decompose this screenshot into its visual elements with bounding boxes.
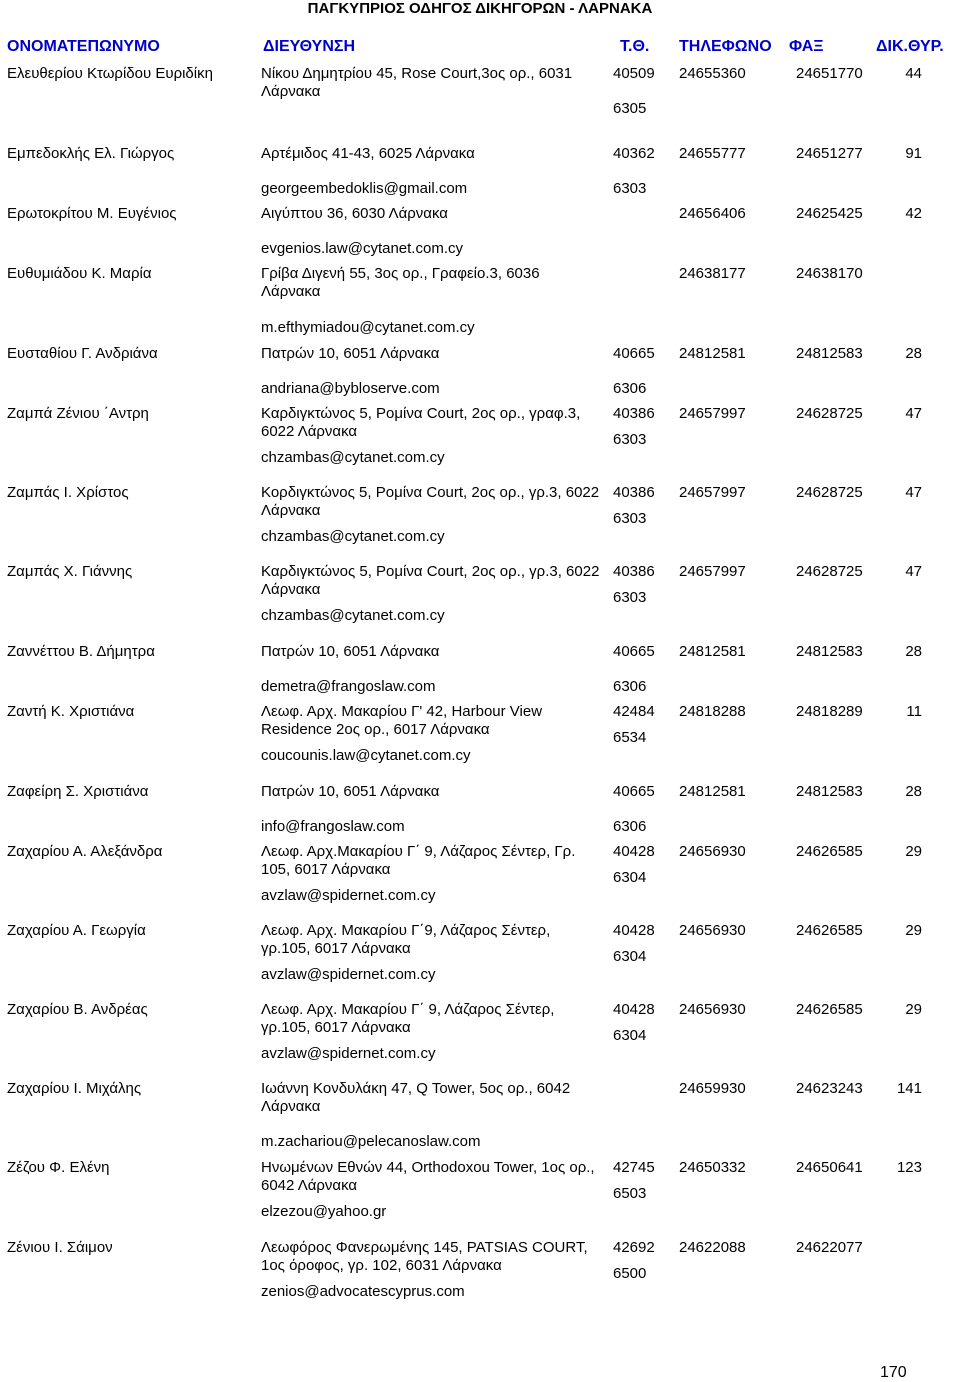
phone: 24657997 — [679, 484, 746, 501]
address: Λεωφ. Αρχ. Μακαρίου Γ΄ 9, Λάζαρος Σέντερ, γρ.105, 6017 Λάρνακα — [261, 1001, 555, 1036]
page-title: ΠΑΓΚΥΠΡΙΟΣ ΟΔΗΓΟΣ ΔΙΚΗΓΟΡΩΝ - ΛΑΡΝΑΚΑ — [307, 0, 653, 17]
phone: 24657997 — [679, 563, 746, 580]
list-item — [0, 919, 960, 998]
address: Νίκου Δημητρίου 45, Rose Court,3ος ορ., 6031 Λάρνακα — [261, 65, 573, 100]
phone: 24659930 — [679, 1080, 746, 1097]
po-box: 40428 — [613, 922, 655, 939]
page-number: 170 — [880, 1364, 907, 1381]
address: Λεωφ. Αρχ.Μακαρίου Γ΄ 9, Λάζαρος Σέντερ, Γρ. 105, 6017 Λάρνακα — [261, 843, 576, 878]
phone: 24812581 — [679, 783, 746, 800]
email[interactable]: elzezou@yahoo.gr — [261, 1203, 387, 1220]
court-box: 44 — [905, 65, 922, 82]
lawyer-name: Ευθυμιάδου Κ. Μαρία — [7, 265, 152, 282]
lawyer-name: Ζαντή Κ. Χριστιάνα — [7, 703, 135, 720]
lawyer-name: Ζαφείρη Σ. Χριστιάνα — [7, 783, 149, 800]
email[interactable]: m.efthymiadou@cytanet.com.cy — [261, 319, 475, 336]
directory-list — [0, 62, 960, 1316]
address: Λεωφόρος Φανερωμένης 145, PATSIAS COURT, 1ος όροφος, γρ. 102, 6031 Λάρνακα — [261, 1239, 588, 1274]
lawyer-name: Ευσταθίου Γ. Ανδριάνα — [7, 345, 158, 362]
address: Ηνωμένων Εθνών 44, Orthodoxou Tower, 1ος ορ., 6042 Λάρνακα — [261, 1159, 595, 1194]
court-box: 29 — [905, 922, 922, 939]
court-box: 47 — [905, 563, 922, 580]
lawyer-name: Εμπεδοκλής Ελ. Γιώργος — [7, 145, 175, 162]
address: Γρίβα Διγενή 55, 3ος ορ., Γραφείο.3, 6036 Λάρνακα — [261, 265, 540, 300]
header-fax: ΦΑΞ — [789, 38, 824, 55]
email[interactable]: chzambas@cytanet.com.cy — [261, 449, 445, 466]
email[interactable]: andriana@bybloserve.com — [261, 380, 440, 397]
fax: 24812583 — [796, 783, 863, 800]
list-item — [0, 402, 960, 481]
fax: 24626585 — [796, 1001, 863, 1018]
po-box: 42484 — [613, 703, 655, 720]
po-box: 40665 — [613, 345, 655, 362]
email[interactable]: coucounis.law@cytanet.com.cy — [261, 747, 471, 764]
lawyer-name: Ζαχαρίου Ι. Μιχάλης — [7, 1080, 142, 1097]
phone: 24622088 — [679, 1239, 746, 1256]
phone: 24638177 — [679, 265, 746, 282]
court-box: 91 — [905, 145, 922, 162]
po-code: 6306 — [613, 380, 647, 397]
phone: 24656930 — [679, 843, 746, 860]
list-item — [0, 780, 960, 840]
address: Πατρών 10, 6051 Λάρνακα — [261, 783, 440, 800]
lawyer-name: Ερωτοκρίτου Μ. Ευγένιος — [7, 205, 177, 222]
po-box: 40386 — [613, 484, 655, 501]
court-box: 141 — [896, 1080, 922, 1097]
po-box: 42745 — [613, 1159, 655, 1176]
email[interactable]: evgenios.law@cytanet.com.cy — [261, 240, 463, 257]
address: Καρδιγκτώνος 5, Ρομίνα Court, 2ος ορ., γραφ.3, 6022 Λάρνακα — [261, 405, 581, 440]
po-box: 40362 — [613, 145, 655, 162]
phone: 24818288 — [679, 703, 746, 720]
list-item — [0, 560, 960, 640]
court-box: 28 — [905, 783, 922, 800]
fax: 24651770 — [796, 65, 863, 82]
address: Κορδιγκτώνος 5, Ρομίνα Court, 2ος ορ., γρ.3, 6022 Λάρνακα — [261, 484, 600, 519]
phone: 24657997 — [679, 405, 746, 422]
list-item — [0, 700, 960, 780]
po-box: 40428 — [613, 1001, 655, 1018]
email[interactable]: info@frangoslaw.com — [261, 818, 405, 835]
list-item — [0, 262, 960, 342]
list-item — [0, 1236, 960, 1316]
lawyer-name: Ζαχαρίου Α. Γεωργία — [7, 922, 146, 939]
po-box: 42692 — [613, 1239, 655, 1256]
phone: 24655777 — [679, 145, 746, 162]
list-item — [0, 142, 960, 202]
po-box: 40665 — [613, 783, 655, 800]
list-item — [0, 62, 960, 142]
lawyer-name: Ζαννέττου Β. Δήμητρα — [7, 643, 155, 660]
po-code: 6500 — [613, 1265, 647, 1282]
list-item — [0, 202, 960, 262]
po-code: 6303 — [613, 431, 647, 448]
email[interactable]: avzlaw@spidernet.com.cy — [261, 966, 436, 983]
list-item — [0, 1156, 960, 1236]
po-code: 6304 — [613, 869, 647, 886]
po-code: 6534 — [613, 729, 647, 746]
fax: 24622077 — [796, 1239, 863, 1256]
court-box: 11 — [906, 703, 922, 720]
address: Λεωφ. Αρχ. Μακαρίου Γ΄9, Λάζαρος Σέντερ, γρ.105, 6017 Λάρνακα — [261, 922, 551, 957]
email[interactable]: avzlaw@spidernet.com.cy — [261, 1045, 436, 1062]
fax: 24628725 — [796, 405, 863, 422]
fax: 24638170 — [796, 265, 863, 282]
address: Λεωφ. Αρχ. Μακαρίου Γ' 42, Harbour View Residence 2ος ορ., 6017 Λάρνακα — [261, 703, 543, 738]
address: Αρτέμιδος 41-43, 6025 Λάρνακα — [261, 145, 475, 162]
address: Πατρών 10, 6051 Λάρνακα — [261, 643, 440, 660]
fax: 24628725 — [796, 484, 863, 501]
po-box: 40386 — [613, 563, 655, 580]
address: Πατρών 10, 6051 Λάρνακα — [261, 345, 440, 362]
address: Αιγύπτου 36, 6030 Λάρνακα — [261, 205, 448, 222]
phone: 24655360 — [679, 65, 746, 82]
fax: 24625425 — [796, 205, 863, 222]
po-code: 6304 — [613, 948, 647, 965]
fax: 24628725 — [796, 563, 863, 580]
address: Καρδιγκτώνος 5, Ρομίνα Court, 2ος ορ., γρ.3, 6022 Λάρνακα — [261, 563, 600, 598]
court-box: 29 — [905, 1001, 922, 1018]
email[interactable]: chzambas@cytanet.com.cy — [261, 607, 445, 624]
phone: 24656930 — [679, 922, 746, 939]
header-address: ΔΙΕΥΘΥΝΣΗ — [263, 38, 356, 55]
header-phone: ΤΗΛΕΦΩΝΟ — [679, 38, 772, 55]
header-court-box: ΔΙΚ.ΘΥΡ. — [876, 38, 944, 55]
lawyer-name: Ζέζου Φ. Ελένη — [7, 1159, 110, 1176]
court-box: 28 — [905, 643, 922, 660]
fax: 24651277 — [796, 145, 863, 162]
list-item — [0, 998, 960, 1077]
lawyer-name: Ζαχαρίου Β. Ανδρέας — [7, 1001, 148, 1018]
lawyer-name: Ζαχαρίου Α. Αλεξάνδρα — [7, 843, 163, 860]
header-name: ΟΝΟΜΑΤΕΠΩΝΥΜΟ — [7, 38, 160, 55]
lawyer-name: Ελευθερίου Κτωρίδου Ευριδίκη — [7, 65, 213, 82]
court-box: 29 — [905, 843, 922, 860]
court-box: 47 — [905, 484, 922, 501]
phone: 24650332 — [679, 1159, 746, 1176]
phone: 24812581 — [679, 345, 746, 362]
po-code: 6306 — [613, 818, 647, 835]
list-item — [0, 481, 960, 560]
email[interactable]: demetra@frangoslaw.com — [261, 678, 436, 695]
po-code: 6304 — [613, 1027, 647, 1044]
po-box: 40386 — [613, 405, 655, 422]
po-box: 40428 — [613, 843, 655, 860]
email[interactable]: chzambas@cytanet.com.cy — [261, 528, 445, 545]
phone: 24656406 — [679, 205, 746, 222]
list-item — [0, 640, 960, 700]
court-box: 42 — [905, 205, 922, 222]
email[interactable]: avzlaw@spidernet.com.cy — [261, 887, 436, 904]
list-item — [0, 1077, 960, 1156]
lawyer-name: Ζαμπάς Ι. Χρίστος — [7, 484, 129, 501]
lawyer-name: Ζαμπάς Χ. Γιάννης — [7, 563, 133, 580]
fax: 24650641 — [796, 1159, 863, 1176]
po-box: 40509 — [613, 65, 655, 82]
po-code: 6306 — [613, 678, 647, 695]
lawyer-name: Ζαμπά Ζένιου ΄Αντρη — [7, 405, 149, 422]
fax: 24626585 — [796, 843, 863, 860]
lawyer-name: Ζένιου Ι. Σάιμον — [7, 1239, 113, 1256]
phone: 24656930 — [679, 1001, 746, 1018]
phone: 24812581 — [679, 643, 746, 660]
court-box: 123 — [896, 1159, 922, 1176]
po-code: 6303 — [613, 180, 647, 197]
po-code: 6303 — [613, 510, 647, 527]
po-box: 40665 — [613, 643, 655, 660]
header-po-box: Τ.Θ. — [620, 38, 650, 55]
fax: 24623243 — [796, 1080, 863, 1097]
email[interactable]: m.zachariou@pelecanoslaw.com — [261, 1133, 481, 1150]
fax: 24812583 — [796, 345, 863, 362]
po-code: 6303 — [613, 589, 647, 606]
email[interactable]: georgeembedoklis@gmail.com — [261, 180, 468, 197]
list-item — [0, 342, 960, 402]
po-code: 6305 — [613, 100, 647, 117]
po-code: 6503 — [613, 1185, 647, 1202]
address: Ιωάννη Κονδυλάκη 47, Q Tower, 5ος ορ., 6042 Λάρνακα — [261, 1080, 571, 1115]
court-box: 47 — [905, 405, 922, 422]
list-item — [0, 840, 960, 919]
fax: 24812583 — [796, 643, 863, 660]
email[interactable]: zenios@advocatescyprus.com — [261, 1283, 465, 1300]
court-box: 28 — [905, 345, 922, 362]
fax: 24818289 — [796, 703, 863, 720]
fax: 24626585 — [796, 922, 863, 939]
